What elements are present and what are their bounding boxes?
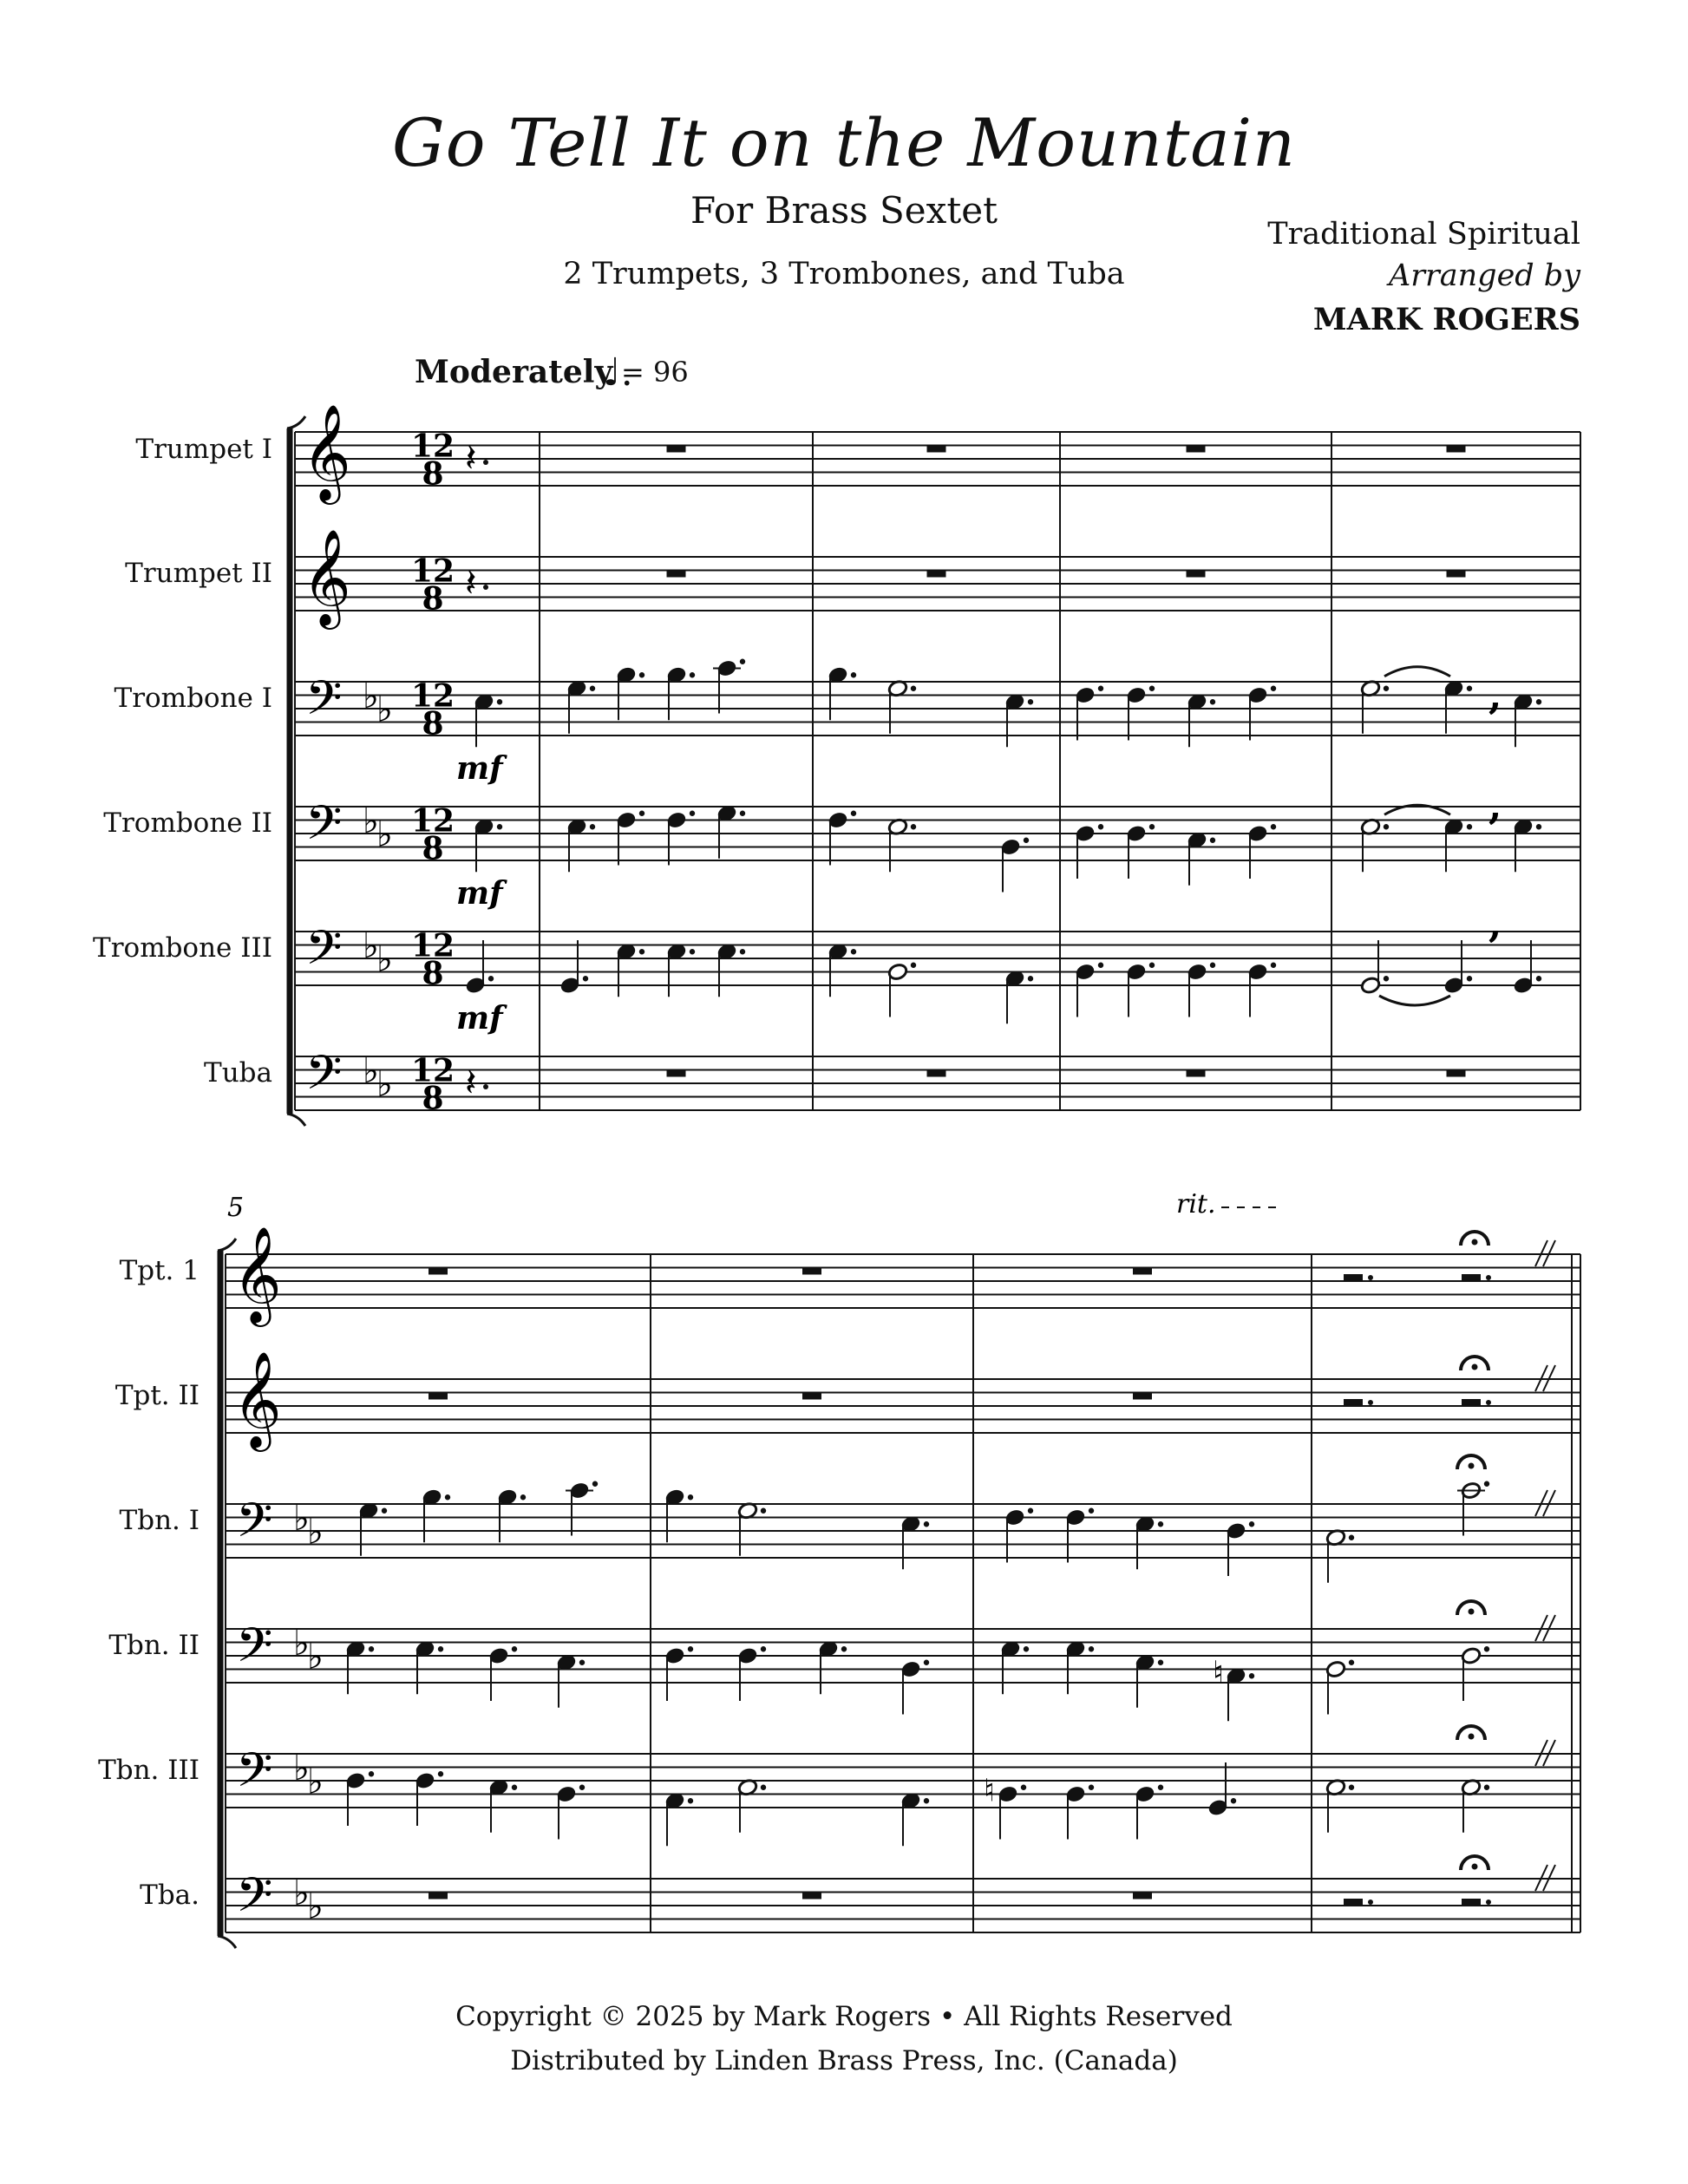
dot-icon xyxy=(1231,1798,1236,1803)
dot-icon xyxy=(740,949,745,954)
dot-icon xyxy=(1249,1673,1254,1678)
tempo-marking: Moderately xyxy=(415,354,613,390)
bass-clef-icon: 𝄢 xyxy=(236,1618,273,1685)
dot-icon xyxy=(1349,1535,1354,1540)
instrument-label: Tbn. III xyxy=(98,1755,200,1786)
dot-icon xyxy=(688,1646,693,1651)
instrument-label: Tpt. 1 xyxy=(119,1255,200,1286)
dot-icon xyxy=(1158,1785,1163,1790)
whole-rest-icon xyxy=(802,1393,821,1400)
dot-icon xyxy=(911,963,916,968)
whole-rest-icon xyxy=(667,1070,686,1077)
quarter-rest-icon: 𝄽 xyxy=(465,560,477,605)
dot-icon xyxy=(483,1084,488,1089)
dot-icon xyxy=(851,811,856,816)
dot-icon xyxy=(438,1771,443,1776)
half-rest-icon xyxy=(1462,1399,1481,1406)
flat-icon: ♭ xyxy=(363,925,379,966)
dot-icon xyxy=(382,1508,387,1514)
dot-icon xyxy=(369,1771,374,1776)
tie xyxy=(1384,667,1450,677)
dot-icon xyxy=(497,699,502,704)
dot-icon xyxy=(1210,699,1215,704)
distributor-text: Distributed by Linden Brass Press, Inc. (Canada) xyxy=(510,2045,1178,2076)
dot-icon xyxy=(1024,838,1029,843)
dot-icon xyxy=(740,659,745,664)
fermata-dot xyxy=(1469,1609,1475,1615)
dot-icon xyxy=(512,1785,517,1790)
page-subtitle: For Brass Sextet xyxy=(690,189,998,232)
time-signature-top: 12 xyxy=(410,927,455,964)
dot-icon xyxy=(1024,1646,1029,1651)
tempo-bpm: = 96 xyxy=(621,356,689,389)
whole-rest-icon xyxy=(802,1268,821,1275)
instrumentation-text: 2 Trumpets, 3 Trombones, and Tuba xyxy=(563,257,1125,291)
dot-icon xyxy=(1484,1646,1489,1651)
dot-icon xyxy=(488,976,494,981)
dot-icon xyxy=(1098,824,1103,829)
dot-icon xyxy=(688,1798,693,1803)
dot-icon xyxy=(1149,963,1155,968)
dot-icon xyxy=(1467,686,1472,691)
fermata-dot xyxy=(1469,1463,1475,1469)
whole-rest-icon xyxy=(667,571,686,578)
flat-icon: ♭ xyxy=(293,1623,310,1664)
whole-rest-icon xyxy=(1133,1393,1152,1400)
instrument-label: Tpt. II xyxy=(114,1380,200,1411)
dot-icon xyxy=(1158,1521,1163,1527)
bracket-cap xyxy=(218,1936,236,1948)
whole-rest-icon xyxy=(1447,446,1466,453)
half-rest-icon xyxy=(1462,1274,1481,1281)
dot-icon xyxy=(851,949,856,954)
breath-mark-icon: , xyxy=(1488,902,1502,947)
dot-icon xyxy=(639,949,644,954)
dot-icon xyxy=(851,672,856,677)
dynamic-marking: mf xyxy=(456,1000,503,1036)
dot-icon xyxy=(1368,1275,1373,1280)
dot-icon xyxy=(520,1494,526,1500)
flat-icon: ♭ xyxy=(376,690,393,730)
dot-icon xyxy=(1210,838,1215,843)
bass-clef-icon: 𝄢 xyxy=(236,1493,273,1560)
dot-icon xyxy=(590,824,595,829)
copyright-text: Copyright © 2025 by Mark Rogers • All Rights Reserved xyxy=(455,2001,1233,2032)
dot-icon xyxy=(761,1646,766,1651)
treble-clef-icon: 𝄞 xyxy=(302,527,351,625)
instrument-label: Tbn. II xyxy=(108,1630,200,1661)
dot-icon xyxy=(579,1785,585,1790)
flat-icon: ♭ xyxy=(307,1512,324,1553)
dot-icon xyxy=(639,811,644,816)
instrument-label: Trumpet I xyxy=(135,434,272,465)
dot-icon xyxy=(445,1494,450,1500)
half-rest-icon xyxy=(1344,1399,1363,1406)
instrument-label: Trombone III xyxy=(93,932,272,964)
dot-icon xyxy=(483,460,488,465)
dot-icon xyxy=(1028,699,1033,704)
measure-number: 5 xyxy=(227,1193,245,1223)
bass-clef-icon: 𝄢 xyxy=(236,1743,273,1810)
quarter-rest-icon: 𝄽 xyxy=(465,1060,477,1105)
treble-clef-icon: 𝄞 xyxy=(232,1225,282,1323)
dot-icon xyxy=(690,672,695,677)
dotted-quarter-note-icon: ♩. xyxy=(603,350,633,395)
dot-icon xyxy=(924,1660,929,1665)
time-signature-top: 12 xyxy=(410,677,455,715)
treble-clef-icon: 𝄞 xyxy=(302,402,351,500)
dot-icon xyxy=(1486,1400,1491,1405)
arranged-by-label: Arranged by xyxy=(1389,258,1580,293)
dot-icon xyxy=(924,1521,929,1527)
dot-icon xyxy=(1149,686,1155,691)
flat-icon: ♭ xyxy=(376,814,393,855)
system-1 xyxy=(287,403,1580,1126)
time-signature-top: 12 xyxy=(410,553,455,590)
flat-icon: ♭ xyxy=(376,1064,393,1105)
dot-icon xyxy=(1384,686,1389,691)
dot-icon xyxy=(1028,976,1033,981)
dot-icon xyxy=(1271,963,1276,968)
dot-icon xyxy=(911,686,916,691)
time-signature-bottom: 8 xyxy=(422,830,444,867)
dot-icon xyxy=(841,1646,847,1651)
page-title: Go Tell It on the Mountain xyxy=(392,104,1296,181)
dot-icon xyxy=(1536,699,1541,704)
instrument-label: Tba. xyxy=(140,1880,200,1911)
bass-clef-icon: 𝄢 xyxy=(305,920,343,988)
whole-rest-icon xyxy=(667,446,686,453)
instrument-label: Tbn. I xyxy=(119,1505,200,1536)
instrument-label: Trombone I xyxy=(114,683,272,714)
dot-icon xyxy=(1349,1785,1354,1790)
flat-icon: ♭ xyxy=(376,939,393,980)
dot-icon xyxy=(688,1494,693,1500)
dot-icon xyxy=(1098,686,1103,691)
fermata-dot xyxy=(1469,1734,1475,1740)
fermata-dot xyxy=(1472,1864,1478,1870)
flat-icon: ♭ xyxy=(293,1748,310,1788)
rit-marking: rit. xyxy=(1176,1189,1216,1220)
half-rest-icon xyxy=(1462,1899,1481,1906)
bass-clef-icon: 𝄢 xyxy=(305,1045,343,1113)
whole-rest-icon xyxy=(429,1268,448,1275)
breath-mark-icon: , xyxy=(1488,783,1502,828)
whole-rest-icon xyxy=(1187,571,1206,578)
dot-icon xyxy=(740,811,745,816)
dot-icon xyxy=(1021,1785,1026,1790)
dot-icon xyxy=(1089,1508,1094,1514)
instrument-label: Trumpet II xyxy=(125,558,272,589)
system-2 xyxy=(218,1189,1580,1948)
whole-rest-icon xyxy=(1133,1268,1152,1275)
quarter-rest-icon: 𝄽 xyxy=(465,435,477,481)
dot-icon xyxy=(1349,1660,1354,1665)
dot-icon xyxy=(1249,1521,1254,1527)
dot-icon xyxy=(690,949,695,954)
dot-icon xyxy=(1028,1508,1033,1514)
dot-icon xyxy=(1271,686,1276,691)
time-signature-bottom: 8 xyxy=(422,705,444,742)
whole-rest-icon xyxy=(1133,1893,1152,1900)
dot-icon xyxy=(1158,1660,1163,1665)
dot-icon xyxy=(1384,976,1389,981)
dot-icon xyxy=(761,1508,766,1514)
flat-icon: ♭ xyxy=(363,1050,379,1091)
dot-icon xyxy=(1384,824,1389,829)
natural-icon: ♮ xyxy=(984,1773,995,1809)
time-signature-bottom: 8 xyxy=(422,455,444,493)
dot-icon xyxy=(1089,1646,1094,1651)
breath-mark-icon: , xyxy=(1488,674,1502,718)
whole-rest-icon xyxy=(1447,571,1466,578)
dot-icon xyxy=(579,1660,585,1665)
dot-icon xyxy=(592,1481,598,1487)
time-signature-top: 12 xyxy=(410,428,455,465)
bracket-cap xyxy=(287,1114,305,1126)
dot-icon xyxy=(512,1646,517,1651)
arranger-name: MARK ROGERS xyxy=(1312,302,1580,337)
dot-icon xyxy=(911,824,916,829)
flat-icon: ♭ xyxy=(293,1873,310,1913)
dot-icon xyxy=(1536,976,1541,981)
flat-icon: ♭ xyxy=(307,1762,324,1802)
time-signature-top: 12 xyxy=(410,802,455,840)
bass-clef-icon: 𝄢 xyxy=(236,1867,273,1935)
whole-rest-icon xyxy=(1187,1070,1206,1077)
whole-rest-icon xyxy=(429,1893,448,1900)
whole-rest-icon xyxy=(927,571,946,578)
time-signature-bottom: 8 xyxy=(422,955,444,992)
fermata-dot xyxy=(1472,1364,1478,1370)
time-signature-bottom: 8 xyxy=(422,580,444,618)
natural-icon: ♮ xyxy=(1213,1655,1224,1691)
whole-rest-icon xyxy=(1447,1070,1466,1077)
dot-icon xyxy=(1210,963,1215,968)
whole-rest-icon xyxy=(927,1070,946,1077)
whole-rest-icon xyxy=(802,1893,821,1900)
dot-icon xyxy=(1368,1400,1373,1405)
flat-icon: ♭ xyxy=(293,1498,310,1539)
dot-icon xyxy=(1484,1785,1489,1790)
dot-icon xyxy=(1484,1481,1489,1487)
dynamic-marking: mf xyxy=(456,875,503,912)
dot-icon xyxy=(583,976,588,981)
dot-icon xyxy=(1486,1900,1491,1905)
flat-icon: ♭ xyxy=(307,1637,324,1677)
half-rest-icon xyxy=(1344,1899,1363,1906)
time-signature-bottom: 8 xyxy=(422,1080,444,1117)
dot-icon xyxy=(1467,976,1472,981)
dot-icon xyxy=(761,1785,766,1790)
tie xyxy=(1379,996,1450,1005)
whole-rest-icon xyxy=(1187,446,1206,453)
dot-icon xyxy=(924,1798,929,1803)
dot-icon xyxy=(1271,824,1276,829)
dot-icon xyxy=(1467,824,1472,829)
bass-clef-icon: 𝄢 xyxy=(305,795,343,863)
instrument-label: Trombone II xyxy=(103,808,272,839)
dot-icon xyxy=(1089,1785,1094,1790)
flat-icon: ♭ xyxy=(307,1886,324,1927)
dot-icon xyxy=(639,672,644,677)
dynamic-marking: mf xyxy=(456,750,503,787)
dot-icon xyxy=(1486,1275,1491,1280)
dot-icon xyxy=(497,824,502,829)
treble-clef-icon: 𝄞 xyxy=(232,1350,282,1448)
dot-icon xyxy=(1098,963,1103,968)
bass-clef-icon: 𝄢 xyxy=(305,670,343,738)
instrument-label: Tuba xyxy=(204,1057,272,1089)
time-signature-top: 12 xyxy=(410,1052,455,1089)
dot-icon xyxy=(369,1646,374,1651)
dot-icon xyxy=(1536,824,1541,829)
dot-icon xyxy=(590,686,595,691)
dot-icon xyxy=(1368,1900,1373,1905)
whole-rest-icon xyxy=(429,1393,448,1400)
dot-icon xyxy=(690,811,695,816)
flat-icon: ♭ xyxy=(363,676,379,716)
whole-rest-icon xyxy=(927,446,946,453)
dot-icon xyxy=(438,1646,443,1651)
dot-icon xyxy=(483,585,488,590)
flat-icon: ♭ xyxy=(363,801,379,841)
composer-text: Traditional Spiritual xyxy=(1267,217,1580,252)
half-rest-icon xyxy=(1344,1274,1363,1281)
fermata-dot xyxy=(1472,1239,1478,1246)
dot-icon xyxy=(1149,824,1155,829)
